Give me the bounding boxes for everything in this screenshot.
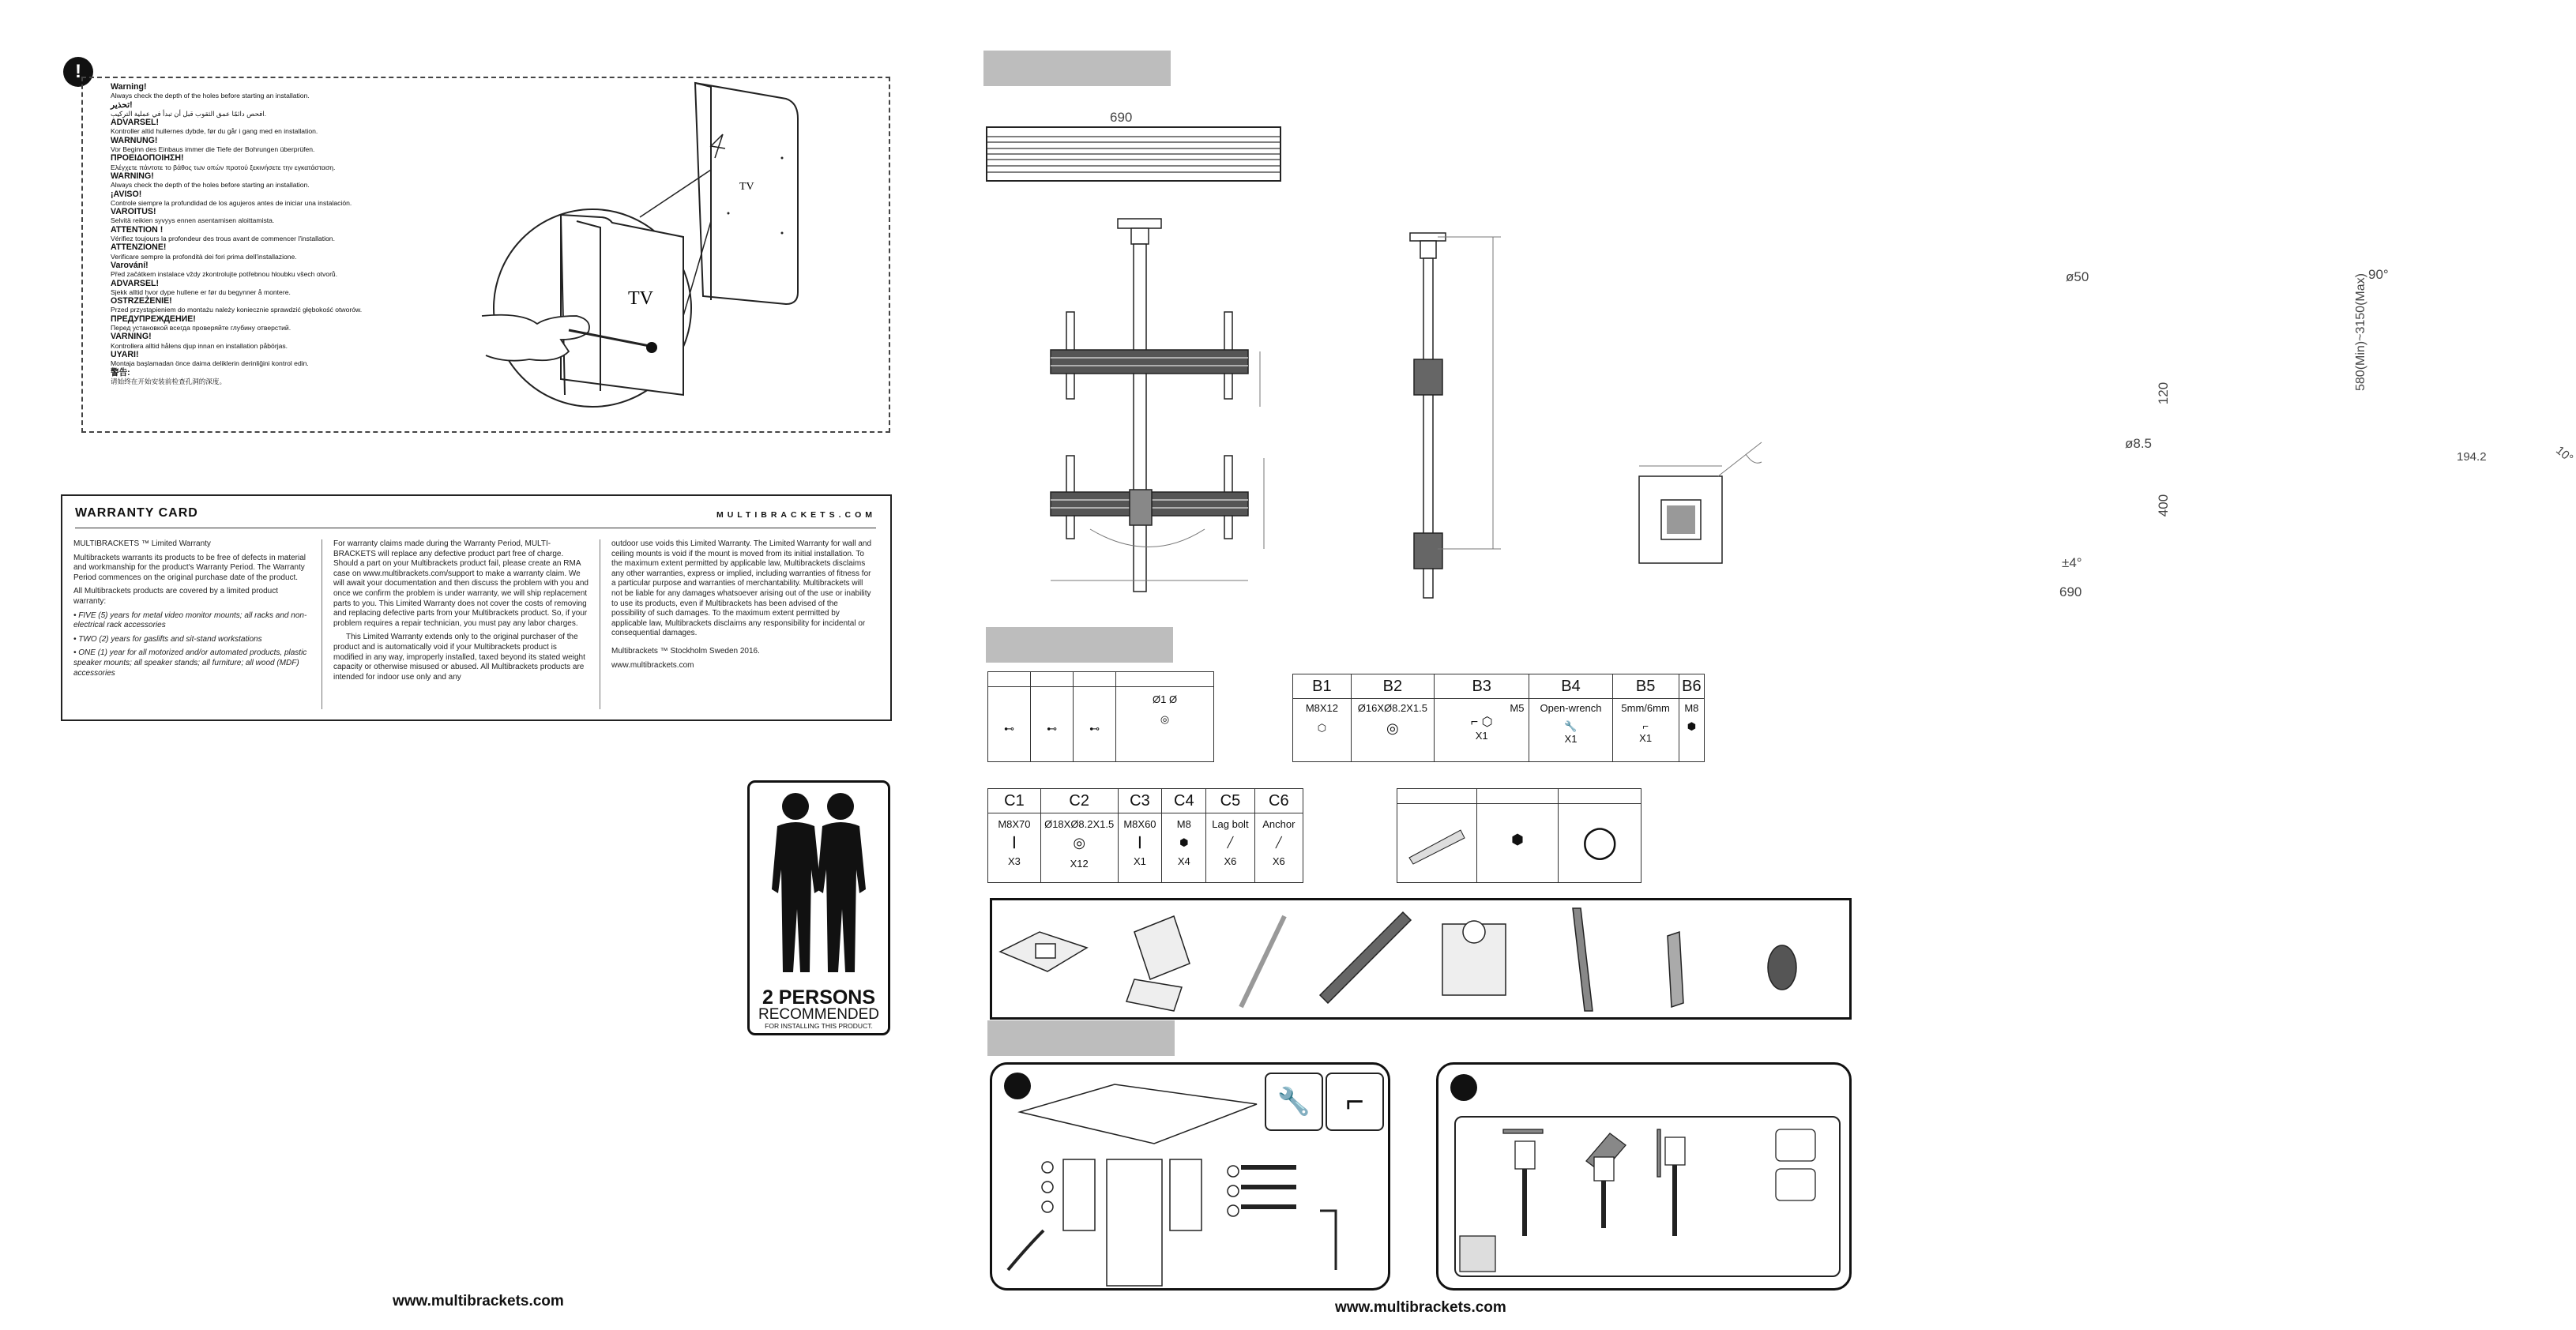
front-view-drawing <box>1043 217 1280 604</box>
table-c-qty: X1 <box>1134 855 1146 867</box>
step-1-panel <box>990 1062 1390 1291</box>
dim-hole-diameter: ø8.5 <box>2125 436 2153 451</box>
table-b-header: B5 <box>1612 674 1679 699</box>
table-c-spec: M8 <box>1176 818 1191 830</box>
table-a-cell <box>1031 687 1074 762</box>
table-c-cell <box>1040 813 1118 883</box>
nut-icon: ⬢ <box>1687 720 1697 732</box>
warranty-column-2 <box>333 539 589 686</box>
warranty-paragraph: outdoor use voids this Limited Warranty. The Limited Warranty for wall and ceiling mounts is void if the mount is moved from its initial installation. To the maximum extent permitted by applicable law, Multibrackets disclaims any other warranties, express or implied, including warranties of fitness for a particular purpose and warranties of merchantability. Multibrackets will not be liable for any damages whatsoever arising out of the use or inability to use its products, even if Multibrackets has been advised of the possibility of such damages. To the maximum extent permitted by applicable law, Multibrackets disclaims any responsibility for incidental or consequential damages. <box>611 539 872 638</box>
table-b-header: B6 <box>1679 674 1704 699</box>
warning-heading: ¡AVISO! <box>111 189 142 199</box>
anchor-icon: ╱ <box>1275 836 1282 848</box>
warranty-column-3 <box>611 539 872 674</box>
warning-heading: OSTRZEŻENIE! <box>111 296 172 306</box>
warning-icon: ! <box>63 57 93 87</box>
warning-text: Montaja başlamadan önce daima deliklerin derinliğini kontrol edin. <box>111 359 309 368</box>
dim-height-120: 120 <box>2156 381 2172 405</box>
table-b-header: B2 <box>1351 674 1434 699</box>
wrench-icon: 🔧 <box>1277 1087 1311 1117</box>
allen-key-icon: ⌐ <box>1642 720 1649 732</box>
warning-text: Verificare sempre la profondità dei fori prima dell'installazione. <box>111 252 297 261</box>
warning-heading: ПРЕДУПРЕЖДЕНИЕ! <box>111 314 196 324</box>
table-c-spec: M8X70 <box>998 818 1031 830</box>
tv-label-small: TV <box>739 181 754 193</box>
two-persons-badge <box>747 780 890 1035</box>
warranty-signature: Multibrackets ™ Stockholm Sweden 2016. <box>611 646 760 656</box>
table-c-header: C2 <box>1040 789 1118 813</box>
warranty-item: • TWO (2) years for gaslifts and sit-stand workstations <box>73 634 262 644</box>
table-c-spec: M8X60 <box>1123 818 1156 830</box>
warning-heading: تحذير! <box>111 100 133 110</box>
left-page <box>0 0 940 1330</box>
table-b-spec: 5mm/6mm <box>1621 702 1670 714</box>
wrench-icon: 🔧 <box>1564 720 1578 732</box>
warranty-paragraph: For warranty claims made during the Warranty Period, MULTI-BRACKETS will replace any defective product part free of charge. Should a part on your Multibrackets product fail, please create an RMA case on www.multibrackets.com/support to make a warranty claim. We will await your documentation and then discuss the problem with you and once we confirm the problem is under warranty, we will ship replacement parts to you. This Limited Warranty does not cover the costs of removing and replacing defective parts from your Multibrackets product. So, if your problem requires a repair technician, you must pay any labor charges. <box>333 539 589 628</box>
warning-text: Selvitä reikien syvyys ennen asentamisen aloittamista. <box>111 216 275 225</box>
screw-icon: ⊷ <box>1004 723 1015 735</box>
table-b-spec: Open-wrench <box>1540 702 1602 714</box>
table-b-qty: X1 <box>1475 730 1488 742</box>
warning-text: Controle siempre la profundidad de los agujeros antes de iniciar una instalación. <box>111 198 352 207</box>
parts-table-a <box>987 671 1214 762</box>
table-c-header: C6 <box>1254 789 1303 813</box>
table-b-header: B3 <box>1434 674 1529 699</box>
ring-icon: ◯ <box>1581 825 1618 859</box>
bolt-icon: ┃ <box>1011 836 1017 848</box>
components-illustration <box>992 900 1849 1017</box>
warning-heading: Warning! <box>111 82 147 92</box>
section-header-dimensions <box>983 51 1171 86</box>
section-header-parts <box>986 627 1173 663</box>
warning-text: Kontroller altid hullernes dybde, før du går i gang med en installation. <box>111 127 318 136</box>
warranty-title: WARRANTY CARD <box>75 506 198 520</box>
warning-text: Always check the depth of the holes before starting an installation. <box>111 92 310 100</box>
table-b-cell <box>1529 699 1612 762</box>
table-d-cell <box>1559 804 1641 883</box>
warranty-url: www.multibrackets.com <box>611 660 694 670</box>
table-a-header <box>988 672 1031 687</box>
warning-text: 请始终在开始安装前检查孔洞的深度。 <box>111 377 227 385</box>
warning-text: Ελέγχετε πάντοτε το βάθος των οπών προτού ξεκινήσετε την εγκατάσταση. <box>111 163 336 171</box>
table-b-cell <box>1293 699 1352 762</box>
table-c-cell <box>988 813 1041 883</box>
warning-heading: UYARI! <box>111 349 139 359</box>
bolt-icon: ┃ <box>1137 836 1143 848</box>
allen-key-icon: ⌐ ⬡ <box>1470 716 1493 729</box>
table-b-qty: X1 <box>1564 733 1578 745</box>
dim-bottom-width: 690 <box>2059 584 2082 599</box>
washer-icon: ◎ <box>1160 713 1170 725</box>
screw-icon: ⊷ <box>1047 723 1058 735</box>
lag-bolt-icon: ╱ <box>1227 836 1234 848</box>
table-c-header: C4 <box>1162 789 1206 813</box>
dim-plate-size: 194.2 <box>2457 450 2487 464</box>
nut-icon: ⬢ <box>1179 836 1189 848</box>
warranty-heading: MULTIBRACKETS ™ Limited Warranty <box>73 539 211 548</box>
parts-table-c <box>987 788 1303 883</box>
warning-text: Kontrollera alltid hålens djup innan en installation påbörjas. <box>111 341 288 350</box>
table-d-header <box>1559 789 1641 804</box>
bolt-icon: ⬢ <box>1511 832 1524 847</box>
dim-top-width: 690 <box>1110 110 1133 125</box>
warning-heading: WARNING! <box>111 171 154 181</box>
table-b-header: B4 <box>1529 674 1612 699</box>
warning-heading: ATTENTION ! <box>111 224 164 235</box>
table-b-cell <box>1612 699 1679 762</box>
table-a-cell <box>1116 687 1214 762</box>
table-c-spec: Lag bolt <box>1212 818 1249 830</box>
step-1-illustration <box>996 1073 1383 1286</box>
table-c-cell <box>1162 813 1206 883</box>
dim-pole-length: 580(Min)~3150(Max) <box>2354 273 2367 391</box>
warning-heading: Varování! <box>111 260 149 270</box>
components-strip <box>990 898 1852 1020</box>
warranty-item: • FIVE (5) years for metal video monitor mounts; all racks and non-electrical rack accessories <box>73 611 307 630</box>
persons-recommended: RECOMMENDED <box>758 1006 880 1023</box>
warranty-card <box>61 494 892 721</box>
table-a-cell <box>1074 687 1116 762</box>
table-c-spec: Ø18XØ8.2X1.5 <box>1044 818 1115 830</box>
table-b-cell <box>1679 699 1704 762</box>
side-view-drawing <box>1382 229 1509 608</box>
footer-url-right[interactable]: www.multibrackets.com <box>1335 1299 1506 1316</box>
table-b-cell <box>1434 699 1529 762</box>
table-c-spec: Anchor <box>1262 818 1296 830</box>
warning-text: Przed przystąpieniem do montażu należy koniecznie sprawdzić głębokość otworów. <box>111 306 363 314</box>
table-c-qty: X6 <box>1272 855 1285 867</box>
warning-heading: ADVARSEL! <box>111 118 160 128</box>
dim-tilt-angle: ±4° <box>2062 555 2082 570</box>
tv-label-large: TV <box>628 288 653 309</box>
table-a-spec: Ø1 Ø <box>1153 693 1178 705</box>
warning-list <box>111 83 427 386</box>
bracket-icon <box>1405 818 1469 866</box>
footer-url-left[interactable]: www.multibrackets.com <box>393 1293 564 1309</box>
table-c-cell <box>1206 813 1254 883</box>
table-a-header <box>1116 672 1214 687</box>
warning-text: Vérifiez toujours la profondeur des trous avant de commencer l'installation. <box>111 235 335 243</box>
rail-top-view <box>986 125 1282 184</box>
warning-heading: ATTENZIONE! <box>111 242 167 253</box>
warning-text: افحص دائمًا عمق الثقوب قبل أن تبدأ في عملية التركيب. <box>111 109 267 118</box>
table-b-spec: M5 <box>1510 702 1525 714</box>
washer-icon: ◎ <box>1386 720 1399 736</box>
two-persons-icon <box>750 783 888 984</box>
table-b-header: B1 <box>1293 674 1352 699</box>
table-c-header: C3 <box>1118 789 1162 813</box>
table-c-qty: X6 <box>1224 855 1237 867</box>
step-2-inner-frame <box>1454 1116 1841 1277</box>
table-c-cell <box>1254 813 1303 883</box>
warranty-site: MULTIBRACKETS.COM <box>716 510 876 520</box>
parts-table-d <box>1397 788 1641 883</box>
section-header-installation <box>987 1020 1175 1056</box>
allen-key-icon: ⌐ <box>1345 1084 1364 1119</box>
warning-heading: 警告: <box>111 367 130 378</box>
warning-heading: WARNUNG! <box>111 135 158 145</box>
plate-view-drawing <box>1635 438 1793 565</box>
step-2-panel <box>1436 1062 1852 1291</box>
step-2-marker <box>1450 1074 1477 1101</box>
parts-table-b <box>1292 674 1705 762</box>
dim-height-400: 400 <box>2156 494 2172 517</box>
warning-text: Sjekk alltid hvor dype hullene er før du begynner å montere. <box>111 287 291 296</box>
washer-icon: ◎ <box>1073 835 1086 851</box>
bolt-icon: ⬡ <box>1317 722 1327 734</box>
table-c-qty: X12 <box>1070 858 1089 870</box>
persons-count: 2 PERSONS <box>762 986 876 1009</box>
table-d-cell <box>1397 804 1477 883</box>
warranty-column-1 <box>73 539 310 682</box>
table-a-cell <box>988 687 1031 762</box>
table-d-header <box>1476 789 1559 804</box>
warning-text: Vor Beginn des Einbaus immer die Tiefe der Bohrungen überprüfen. <box>111 145 315 154</box>
warranty-paragraph: This Limited Warranty extends only to the original purchaser of the product and is automatically void if your Multibrackets product is modified in any way, improperly installed, taxed beyond its stated weight capacity or otherwise misused or abused. All Multibrackets products are intended for indoor use only and any <box>333 633 585 682</box>
tv-depth-illustration <box>474 79 853 419</box>
table-a-header <box>1031 672 1074 687</box>
table-a-header <box>1074 672 1116 687</box>
warning-heading: ΠΡΟΕΙΔΟΠΟΙΗΣΗ! <box>111 153 184 163</box>
dim-pole-diameter: ø50 <box>2066 269 2089 284</box>
table-b-spec: Ø16XØ8.2X1.5 <box>1357 702 1427 714</box>
table-b-cell <box>1351 699 1434 762</box>
table-c-header: C5 <box>1206 789 1254 813</box>
warning-heading: ADVARSEL! <box>111 278 160 288</box>
persons-note: FOR INSTALLING THIS PRODUCT. <box>765 1022 873 1030</box>
table-b-spec: M8X12 <box>1305 702 1339 714</box>
screw-icon: ⊷ <box>1089 723 1100 735</box>
warranty-coverage: All Multibrackets products are covered by a limited product warranty: <box>73 587 279 606</box>
warranty-intro: Multibrackets warrants its products to be free of defects in material and workmanship for the product's Warranty Period. The Warranty Period commences on the original purchase date of the product. <box>73 553 306 582</box>
table-b-spec: M8 <box>1684 702 1699 714</box>
warranty-item: • ONE (1) year for all motorized and/or automated products, plastic speaker mounts; all speaker stands; all furniture; all wood (MDF) accessories <box>73 648 307 678</box>
right-page <box>940 0 2576 1330</box>
dim-angle-90: 90° <box>2368 267 2389 282</box>
table-c-header: C1 <box>988 789 1041 813</box>
table-c-cell <box>1118 813 1162 883</box>
table-d-header <box>1397 789 1477 804</box>
dim-angle-10: 10° <box>2553 443 2576 466</box>
table-c-qty: X4 <box>1177 855 1190 867</box>
table-c-qty: X3 <box>1007 855 1021 867</box>
step-2-illustration <box>1456 1118 1839 1276</box>
warning-heading: VAROITUS! <box>111 207 156 217</box>
warning-text: Always check the depth of the holes before starting an installation. <box>111 181 310 190</box>
warning-text: Před začátkem instalace vždy zkontrolujte potřebnou hloubku všech otvorů. <box>111 270 338 279</box>
warning-heading: VARNING! <box>111 332 152 342</box>
warning-text: Перед установкой всегда проверяйте глубину отверстий. <box>111 324 291 332</box>
table-d-cell <box>1476 804 1559 883</box>
table-b-qty: X1 <box>1639 732 1653 744</box>
